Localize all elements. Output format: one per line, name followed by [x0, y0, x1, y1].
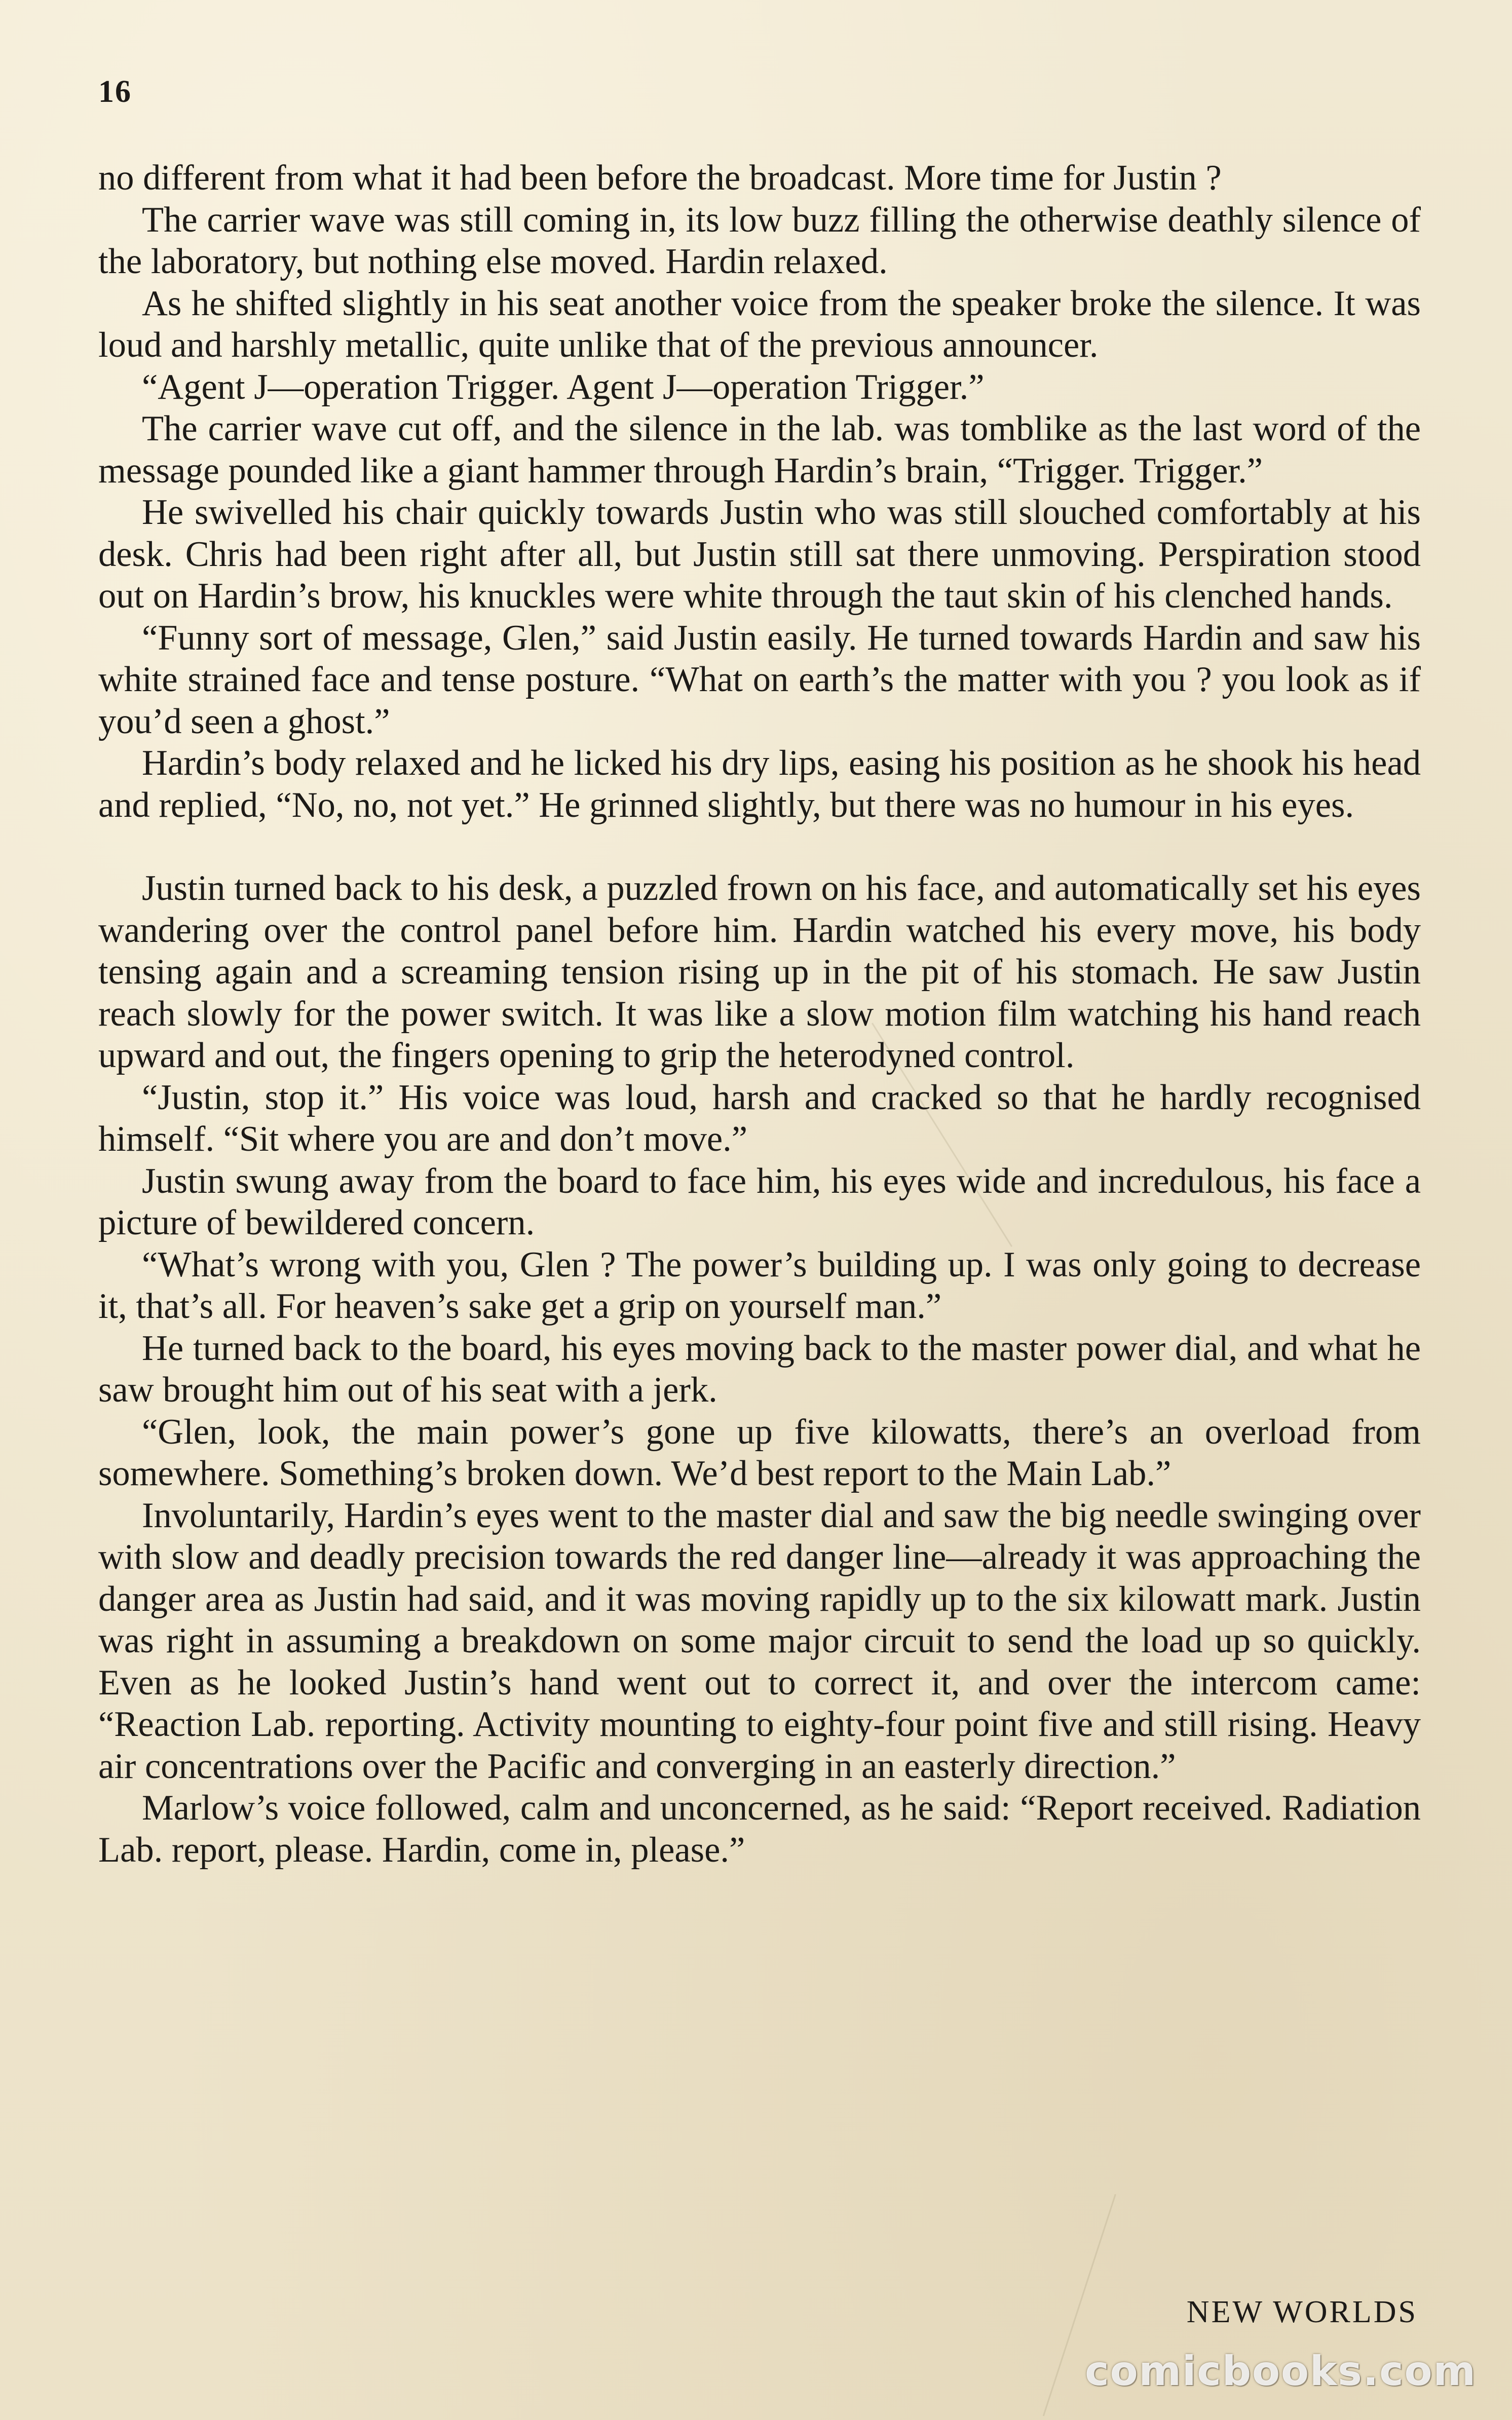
paragraph: He turned back to the board, his eyes moving back to the master power dial, and what he saw brought him out of his seat with a jerk.: [98, 1328, 1421, 1410]
paragraph: “Justin, stop it.” His voice was loud, harsh and cracked so that he hardly recognised himself. “Sit where you are and don’t move.”: [98, 1077, 1421, 1159]
paragraph: The carrier wave was still coming in, its low buzz filling the otherwise deathly silence of the laboratory, but nothing else moved. Hardin relaxed.: [98, 200, 1421, 281]
paragraph: Hardin’s body relaxed and he licked his dry lips, easing his position as he shook his head and replied, “No, no, not yet.” He grinned slightly, but there was no humour in his eyes.: [98, 743, 1421, 825]
paragraph: “Glen, look, the main power’s gone up five kilowatts, there’s an overload from somewhere. Something’s broken down. We’d best report to the Main Lab.”: [98, 1412, 1421, 1493]
paragraph: Involuntarily, Hardin’s eyes went to the master dial and saw the big needle swinging over with slow and deadly precision towards the red danger line—already it was approaching the danger area as Justin had said, and it was moving rapidly up to the six kilowatt mark. Justin was right in assuming a breakdown on some major circuit to send the load up so quickly. Even as he looked Justin’s hand went out to correct it, and over the intercom came: “Reaction Lab. reporting. Activity mounting to eighty-four point five and still rising. Heavy air concentrations over the Pacific and converging in an easterly direction.”: [98, 1495, 1421, 1786]
magazine-footer: NEW WORLDS: [1186, 2295, 1418, 2329]
paragraph: Marlow’s voice followed, calm and unconcerned, as he said: “Report received. Radiation Lab. report, please. Hardin, come in, please.”: [98, 1788, 1421, 1870]
paragraph: He swivelled his chair quickly towards Justin who was still slouched comfortably at his desk. Chris had been right after all, but Justin still sat there unmoving. Perspiration stood out on Hardin’s brow, his knuckles were white through the taut skin of his clenched hands.: [98, 493, 1421, 616]
paragraph: “What’s wrong with you, Glen ? The power’s building up. I was only going to decrease it, that’s all. For heaven’s sake get a grip on yourself man.”: [98, 1244, 1421, 1326]
site-watermark: comicbooks.com: [1085, 2348, 1477, 2395]
story-text: [98, 157, 1421, 1871]
paragraph: “Agent J—operation Trigger. Agent J—operation Trigger.”: [142, 367, 985, 407]
paragraph: The carrier wave cut off, and the silence in the lab. was tomblike as the last word of the message pounded like a giant hammer through Hardin’s brain, “Trigger. Trigger.”: [98, 409, 1421, 490]
paragraph: Justin turned back to his desk, a puzzled frown on his face, and automatically set his eyes wandering over the control panel before him. Hardin watched his every move, his body tensing again and a screaming tension rising up in the pit of his stomach. He saw Justin reach slowly for the power switch. It was like a slow motion film watching his hand reach upward and out, the fingers opening to grip the heterodyned control.: [98, 868, 1421, 1075]
paragraph: As he shifted slightly in his seat another voice from the speaker broke the silence. It was loud and harshly metallic, quite unlike that of the previous announcer.: [98, 283, 1421, 365]
paragraph: no different from what it had been before the broadcast. More time for Justin ?: [98, 158, 1222, 198]
paragraph: Justin swung away from the board to face him, his eyes wide and incredulous, his face a picture of bewildered concern.: [98, 1161, 1421, 1242]
page-number: 16: [98, 74, 132, 109]
paragraph: “Funny sort of message, Glen,” said Justin easily. He turned towards Hardin and saw his white strained face and tense posture. “What on earth’s the matter with you ? you look as if you’d seen a ghost.”: [98, 618, 1421, 741]
